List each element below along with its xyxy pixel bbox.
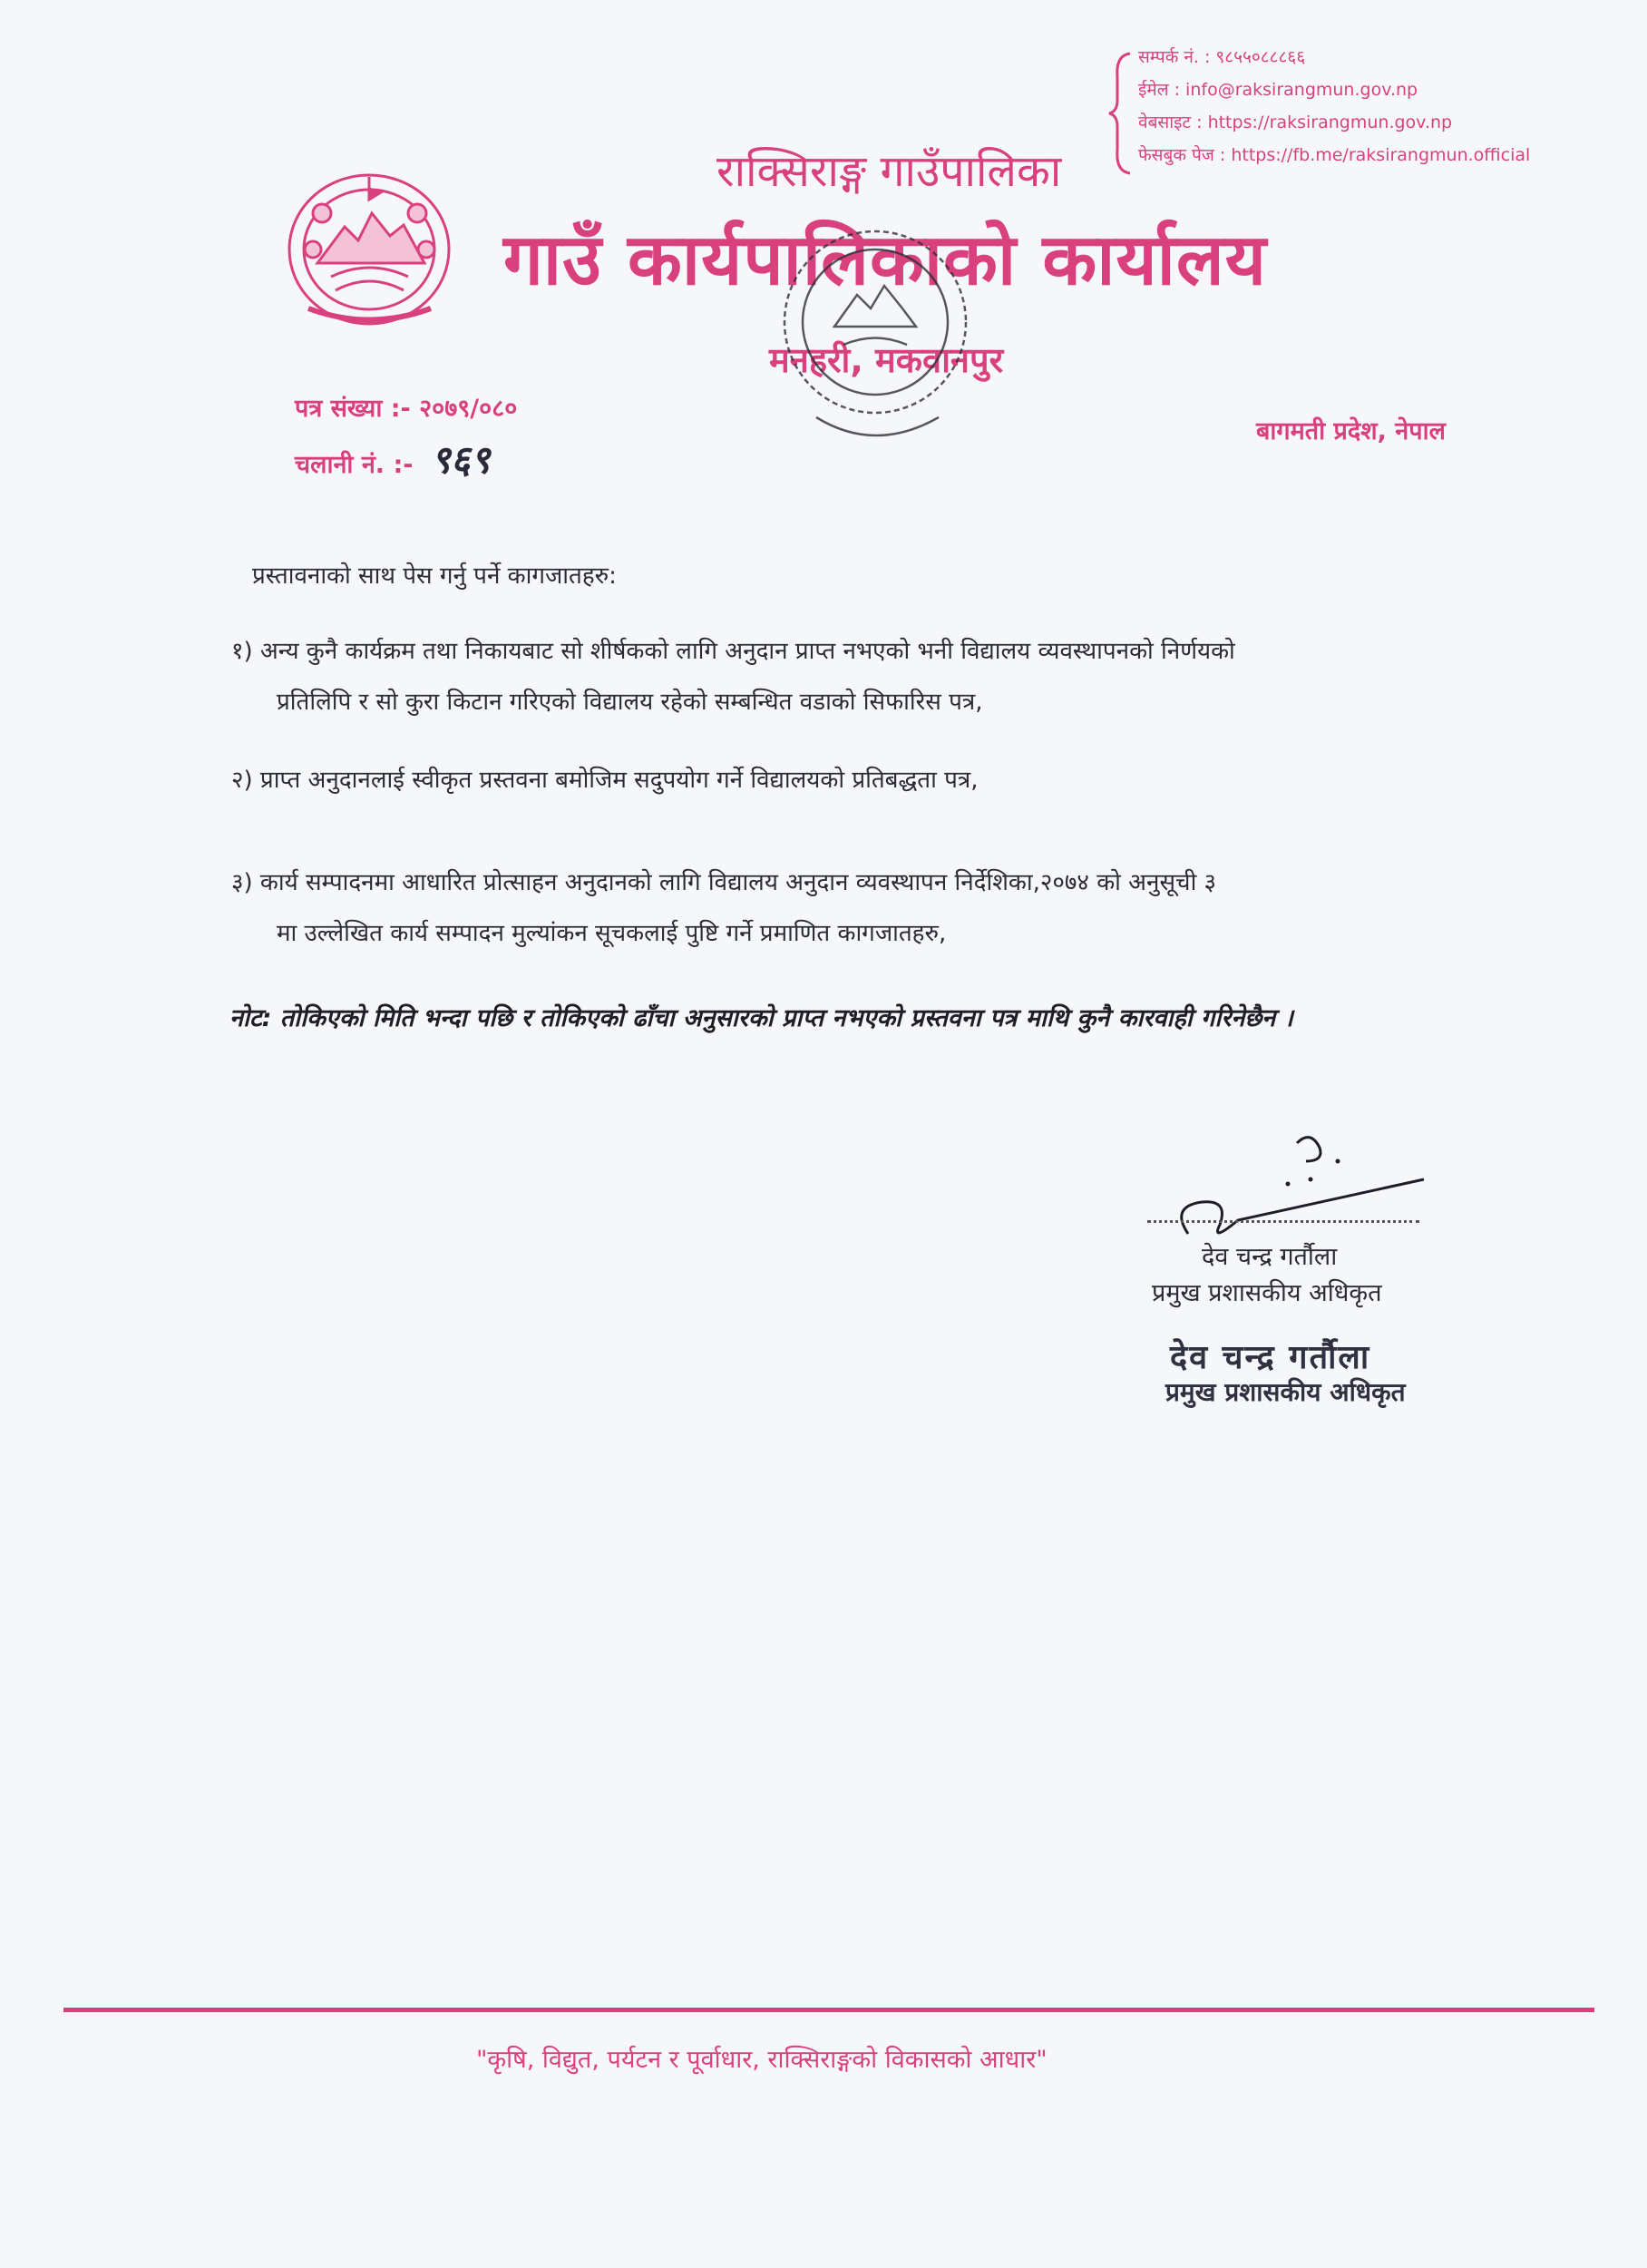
dispatch-label: चलानी नं. :-	[295, 451, 414, 479]
signature-line	[1147, 1220, 1419, 1223]
note-text: नोट: तोकिएको मिति भन्दा पछि र तोकिएको ढाँचा अनुसारको प्राप्त नभएको प्रस्तवना पत्र माथि कुनै कारवाही गरिनेछैन ।	[229, 1004, 1293, 1032]
name-stamp: देव चन्द्र गर्तौला	[1170, 1339, 1371, 1376]
contact-block	[1138, 41, 1530, 171]
dispatch-row	[295, 433, 517, 484]
contact-phone: सम्पर्क नं. : ९८५५०८८८६६	[1138, 47, 1306, 67]
dispatch-number: ९६९	[430, 437, 491, 482]
list-item-2	[231, 755, 1447, 806]
reference-block	[295, 390, 517, 484]
contact-email: ईमेल : info@raksirangmun.gov.np	[1138, 80, 1418, 100]
municipality-name: राक्सिराङ्ग गाउँपालिका	[716, 146, 1062, 197]
list-item-3-line2: मा उल्लेखित कार्य सम्पादन मुल्यांकन सूचकलाई पुष्टि गर्ने प्रमाणित कागजातहरु,	[277, 920, 947, 947]
footer-motto: "कृषि, विद्युत, पर्यटन र पूर्वाधार, राक्सिराङ्गको विकासको आधार"	[476, 2046, 1048, 2074]
list-item-3-line1: ३) कार्य सम्पादनमा आधारित प्रोत्साहन अनुदानको लागि विद्यालय अनुदान व्यवस्थापन निर्देशिका,२०७४ को अनुसूची ३	[231, 869, 1217, 896]
list-item-2-text: २) प्राप्त अनुदानलाई स्वीकृत प्रस्तवना बमोजिम सदुपयोग गर्ने विद्यालयको प्रतिबद्धता पत्र,	[231, 767, 979, 794]
contact-website: वेबसाइट : https://raksirangmun.gov.np	[1138, 112, 1453, 132]
list-item-1-line1: १) अन्य कुनै कार्यक्रम तथा निकायबाट सो शीर्षकको लागि अनुदान प्राप्त नभएको भनी विद्यालय व्यवस्थापनको निर्णयको	[231, 638, 1235, 665]
list-item-3	[231, 857, 1447, 959]
contact-facebook: फेसबुक पेज : https://fb.me/raksirangmun.official	[1138, 145, 1531, 165]
intro-text: प्रस्तावनाको साथ पेस गर्नु पर्ने कागजातहरु:	[252, 562, 617, 590]
letter-number: पत्र संख्या :- २०७९/०८०	[295, 395, 518, 423]
title-stamp: प्रमुख प्रशासकीय अधिकृत	[1165, 1377, 1406, 1407]
province-label: बागमती प्रदेश, नेपाल	[1256, 417, 1446, 445]
footer-divider	[63, 2008, 1594, 2012]
office-location: मनहरी, मकवानपुर	[769, 340, 1004, 380]
brace-icon	[1106, 50, 1134, 177]
office-title: गाउँ कार्यपालिकाको कार्यालय	[503, 220, 1267, 301]
signatory-name: देव चन्द्र गर्तौला	[1202, 1243, 1338, 1271]
office-stamp-icon	[762, 209, 989, 463]
nepal-emblem-icon	[281, 163, 458, 336]
list-item-1-line2: प्रतिलिपि र सो कुरा किटान गरिएको विद्यालय रहेको सम्बन्धित वडाको सिफारिस पत्र,	[277, 689, 983, 716]
list-item-1	[231, 626, 1447, 728]
signatory-title: प्रमुख प्रशासकीय अधिकृत	[1152, 1279, 1382, 1307]
